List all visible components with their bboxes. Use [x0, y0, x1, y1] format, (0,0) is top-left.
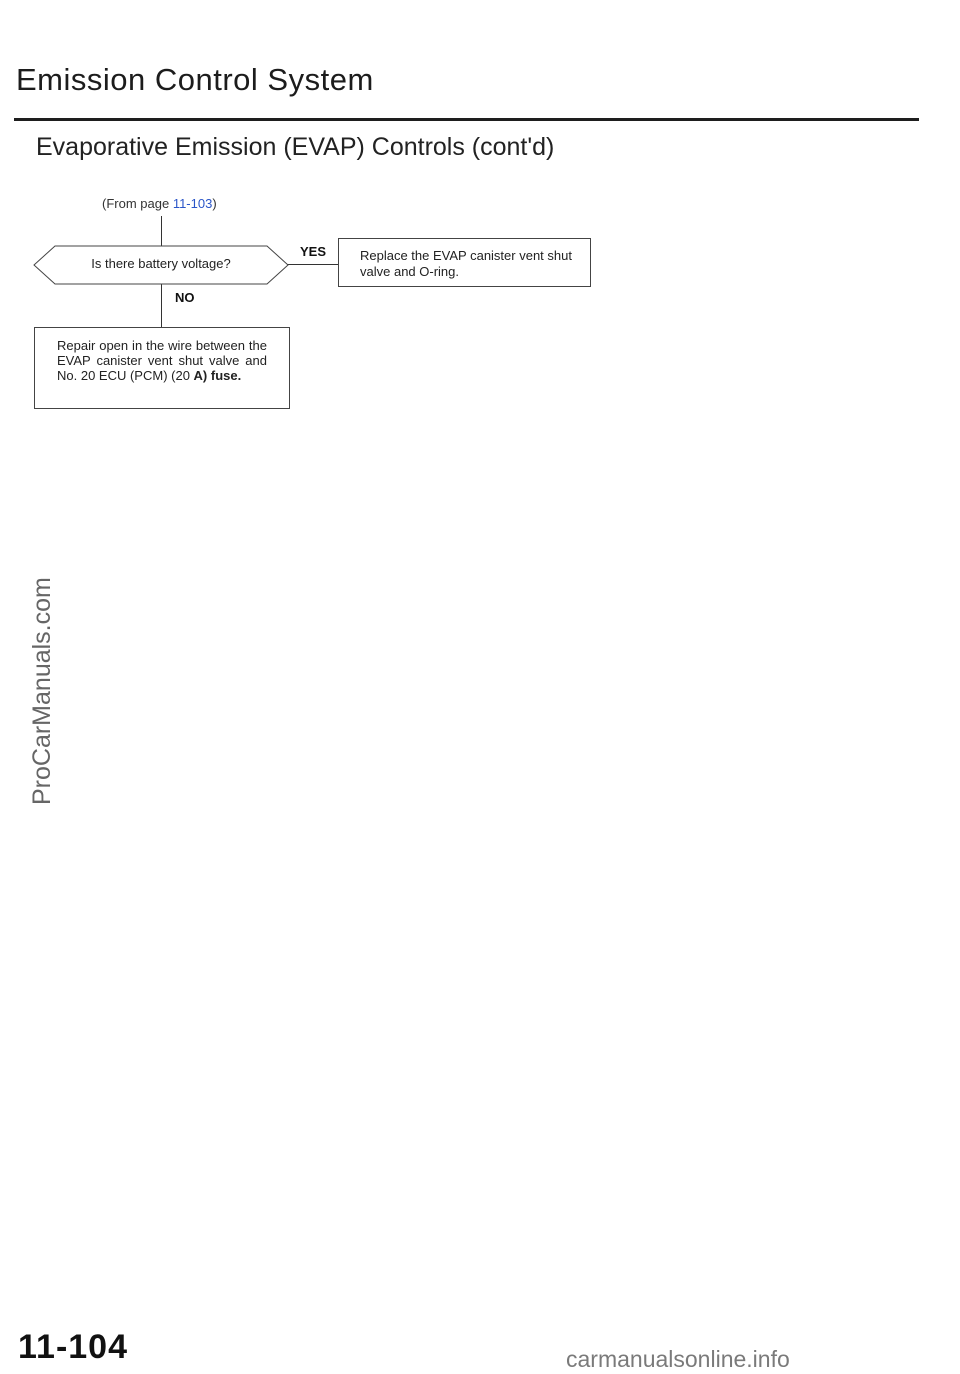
connector-yes: [287, 264, 338, 265]
connector-from-page: [161, 216, 162, 246]
decision-question: Is there battery voltage?: [91, 256, 231, 271]
title-rule: [14, 118, 919, 121]
from-page-reference: [102, 196, 217, 211]
from-page-suffix: ): [212, 196, 217, 211]
page-number: 11-104: [18, 1328, 128, 1366]
no-action-bold: A) fuse.: [193, 368, 242, 383]
subsection-title: Evaporative Emission (EVAP) Controls (cont'd): [36, 133, 555, 161]
footer-watermark: carmanualsonline.info: [566, 1346, 790, 1372]
no-action-text: [57, 338, 267, 383]
side-watermark: ProCarManuals.com: [28, 577, 56, 805]
yes-label: YES: [300, 244, 327, 259]
from-page-prefix: (From page: [102, 196, 173, 211]
connector-no: [161, 284, 162, 327]
yes-action-text: Replace the EVAP canister vent shut valve and O-ring.: [360, 248, 572, 279]
section-title: Emission Control System: [16, 62, 374, 97]
no-action-main: Repair open in the wire between the EVAP canister vent shut valve and No. 20 ECU (PCM) (20: [57, 338, 267, 383]
no-label: NO: [175, 290, 195, 305]
from-page-link[interactable]: 11-103: [172, 196, 213, 211]
